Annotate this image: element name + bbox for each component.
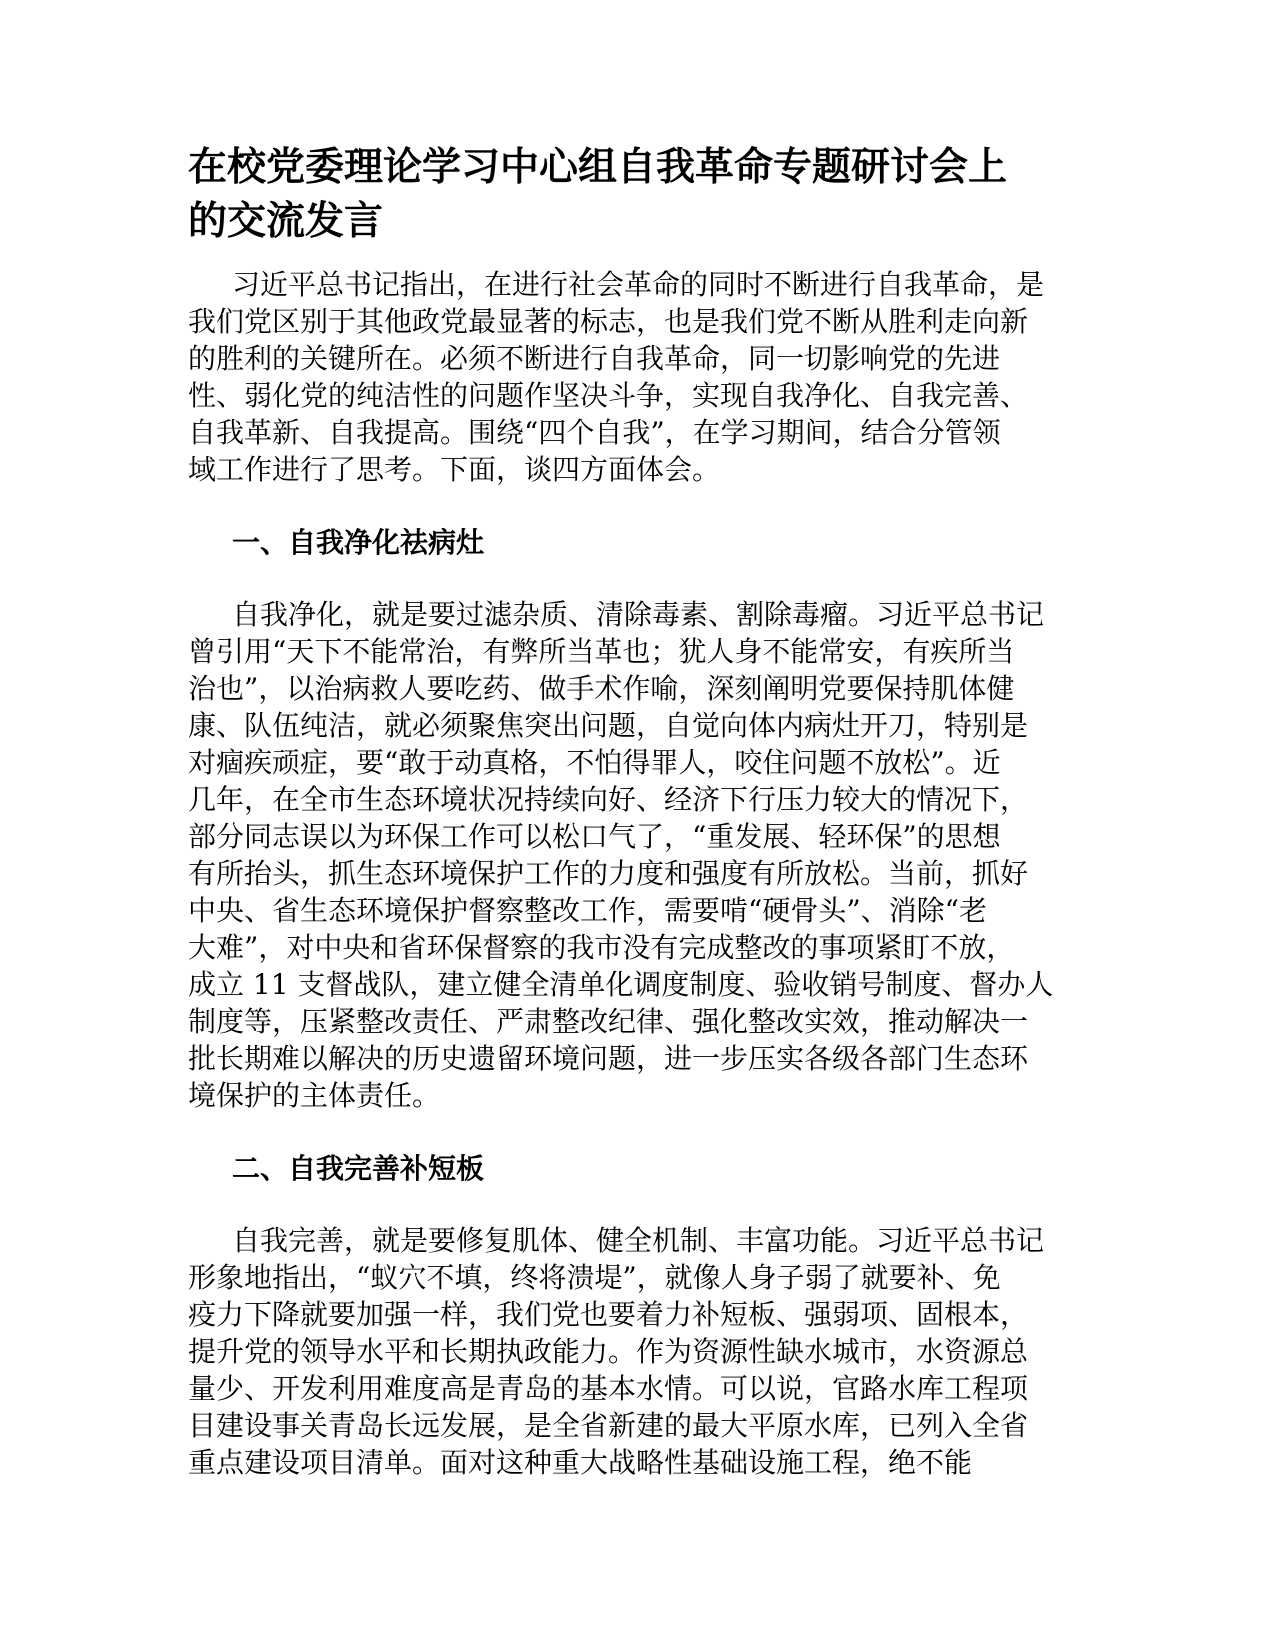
section1-line: 部分同志误以为环保工作可以松口气了，“重发展、轻环保”的思想 (188, 820, 1001, 853)
section1-line: 康、队伍纯洁，就必须聚焦突出问题，自觉向体内病灶开刀，特别是 (188, 709, 1029, 742)
section1-line: 有所抬头，抓生态环境保护工作的力度和强度有所放松。当前，抓好 (188, 857, 1029, 890)
section1-line: 几年，在全市生态环境状况持续向好、经济下行压力较大的情况下， (188, 783, 1029, 816)
section1-line: 对痼疾顽症，要“敢于动真格，不怕得罪人，咬住问题不放松”。近 (188, 746, 1001, 779)
section2-line: 量少、开发利用难度高是青岛的基本水情。可以说，官路水库工程项 (188, 1372, 1029, 1405)
section-heading-1: 一、自我净化祛病灶 (232, 526, 485, 559)
document-title-line-1: 在校党委理论学习中心组自我革命专题研讨会上 (188, 145, 1008, 190)
intro-line: 的胜利的关键所在。必须不断进行自我革命，同一切影响党的先进 (188, 342, 1001, 375)
document-title-line-2: 的交流发言 (188, 199, 384, 244)
section2-line: 自我完善，就是要修复肌体、健全机制、丰富功能。习近平总书记 (232, 1224, 1045, 1257)
section2-line: 重点建设项目清单。面对这种重大战略性基础设施工程，绝不能 (188, 1446, 973, 1479)
section2-line: 疫力下降就要加强一样，我们党也要着力补短板、强弱项、固根本， (188, 1298, 1029, 1331)
section-heading-2: 二、自我完善补短板 (232, 1152, 485, 1185)
section1-line: 大难”，对中央和省环保督察的我市没有完成整改的事项紧盯不放， (188, 931, 1015, 964)
section1-line: 制度等，压紧整改责任、严肃整改纪律、强化整改实效，推动解决一 (188, 1005, 1029, 1038)
section2-line: 形象地指出，“蚁穴不填，终将溃堤”，就像人身子弱了就要补、免 (188, 1261, 1001, 1294)
section2-line: 提升党的领导水平和长期执政能力。作为资源性缺水城市，水资源总 (188, 1335, 1029, 1368)
section1-line: 境保护的主体责任。 (188, 1079, 441, 1112)
section1-line: 批长期难以解决的历史遗留环境问题，进一步压实各级各部门生态环 (188, 1042, 1029, 1075)
section1-line: 曾引用“天下不能常治，有弊所当革也；犹人身不能常安，有疾所当 (188, 635, 1015, 668)
section2-line: 目建设事关青岛长远发展，是全省新建的最大平原水库，已列入全省 (188, 1409, 1029, 1442)
intro-line: 性、弱化党的纯洁性的问题作坚决斗争，实现自我净化、自我完善、 (188, 379, 1029, 412)
intro-line: 域工作进行了思考。下面，谈四方面体会。 (188, 453, 721, 486)
intro-line: 自我革新、自我提高。围绕“四个自我”，在学习期间，结合分管领 (188, 416, 1001, 449)
section1-line: 中央、省生态环境保护督察整改工作，需要啃“硬骨头”、消除“老 (188, 894, 987, 927)
section1-line: 成立 11 支督战队，建立健全清单化调度制度、验收销号制度、督办人 (188, 968, 1054, 1001)
section1-line: 治也”，以治病救人要吃药、做手术作喻，深刻阐明党要保持肌体健 (188, 672, 1015, 705)
intro-line: 我们党区别于其他政党最显著的标志，也是我们党不断从胜利走向新 (188, 305, 1029, 338)
intro-line: 习近平总书记指出，在进行社会革命的同时不断进行自我革命，是 (232, 268, 1045, 301)
section1-line: 自我净化，就是要过滤杂质、清除毒素、割除毒瘤。习近平总书记 (232, 598, 1045, 631)
